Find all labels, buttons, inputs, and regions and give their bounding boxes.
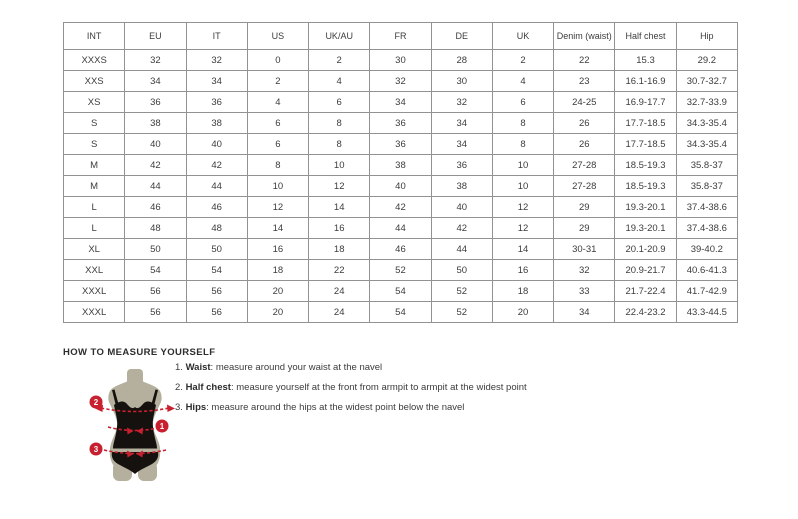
- table-cell: 14: [309, 197, 370, 218]
- table-cell: 2: [309, 50, 370, 71]
- table-cell: 6: [247, 113, 308, 134]
- measure-title: HOW TO MEASURE YOURSELF: [63, 347, 216, 358]
- table-cell: S: [64, 113, 125, 134]
- table-cell: 54: [186, 260, 247, 281]
- table-cell: 2: [492, 50, 553, 71]
- measure-section: [63, 347, 738, 519]
- table-cell: 38: [431, 176, 492, 197]
- chest-arrow-right: [167, 405, 175, 413]
- column-header: UK/AU: [309, 23, 370, 50]
- table-cell: 30: [370, 50, 431, 71]
- table-cell: M: [64, 155, 125, 176]
- table-cell: 26: [554, 113, 615, 134]
- table-cell: 46: [370, 239, 431, 260]
- table-cell: 16.1-16.9: [615, 71, 676, 92]
- table-cell: 27-28: [554, 155, 615, 176]
- badge-number: 3: [93, 445, 99, 454]
- column-header: US: [247, 23, 308, 50]
- table-cell: 34: [431, 134, 492, 155]
- table-cell: 16.9-17.7: [615, 92, 676, 113]
- table-cell: 42: [370, 197, 431, 218]
- table-cell: 16: [247, 239, 308, 260]
- table-cell: 50: [186, 239, 247, 260]
- table-cell: 12: [247, 197, 308, 218]
- table-cell: 42: [186, 155, 247, 176]
- table-cell: 43.3-44.5: [676, 302, 737, 323]
- table-cell: 56: [125, 302, 186, 323]
- table-cell: 8: [492, 113, 553, 134]
- table-cell: 8: [309, 134, 370, 155]
- table-cell: 35.8-37: [676, 176, 737, 197]
- table-row: [64, 197, 738, 218]
- table-cell: 44: [370, 218, 431, 239]
- table-cell: 50: [431, 260, 492, 281]
- table-cell: 24: [309, 281, 370, 302]
- table-cell: 10: [309, 155, 370, 176]
- table-cell: 14: [247, 218, 308, 239]
- table-cell: 17.7-18.5: [615, 134, 676, 155]
- table-cell: 18.5-19.3: [615, 155, 676, 176]
- column-header: Half chest: [615, 23, 676, 50]
- table-cell: 52: [431, 302, 492, 323]
- table-cell: 36: [431, 155, 492, 176]
- column-header: UK: [492, 23, 553, 50]
- table-cell: 34: [125, 71, 186, 92]
- size-chart-table: [63, 22, 738, 323]
- table-cell: XL: [64, 239, 125, 260]
- table-row: [64, 176, 738, 197]
- table-cell: 56: [186, 302, 247, 323]
- table-cell: 38: [186, 113, 247, 134]
- table-cell: 19.3-20.1: [615, 197, 676, 218]
- table-cell: L: [64, 218, 125, 239]
- table-cell: 52: [431, 281, 492, 302]
- table-row: [64, 218, 738, 239]
- table-cell: 35.8-37: [676, 155, 737, 176]
- table-cell: 54: [370, 302, 431, 323]
- table-cell: 0: [247, 50, 308, 71]
- table-cell: 46: [125, 197, 186, 218]
- table-cell: 21.7-22.4: [615, 281, 676, 302]
- table-cell: 17.7-18.5: [615, 113, 676, 134]
- table-cell: 4: [492, 71, 553, 92]
- table-cell: 38: [125, 113, 186, 134]
- table-cell: 20: [247, 281, 308, 302]
- table-row: [64, 155, 738, 176]
- table-cell: 44: [186, 176, 247, 197]
- table-cell: 32: [125, 50, 186, 71]
- table-cell: 23: [554, 71, 615, 92]
- table-cell: 19.3-20.1: [615, 218, 676, 239]
- table-cell: 6: [247, 134, 308, 155]
- table-row: [64, 134, 738, 155]
- badge-number: 1: [159, 422, 165, 431]
- table-cell: 30: [431, 71, 492, 92]
- table-cell: 8: [492, 134, 553, 155]
- table-cell: 29.2: [676, 50, 737, 71]
- table-cell: 48: [125, 218, 186, 239]
- column-header: Hip: [676, 23, 737, 50]
- table-cell: 54: [125, 260, 186, 281]
- table-cell: 32.7-33.9: [676, 92, 737, 113]
- table-header-row: [64, 23, 738, 50]
- table-cell: 20: [492, 302, 553, 323]
- table-cell: 20: [247, 302, 308, 323]
- camisole-top: [113, 401, 157, 448]
- step-text: : measure around the hips at the widest point below the navel: [206, 402, 465, 413]
- table-cell: 20.9-21.7: [615, 260, 676, 281]
- table-cell: 15.3: [615, 50, 676, 71]
- table-cell: 18: [492, 281, 553, 302]
- table-row: [64, 71, 738, 92]
- table-cell: 34.3-35.4: [676, 134, 737, 155]
- table-cell: 40: [431, 197, 492, 218]
- step-number: 2.: [175, 382, 186, 393]
- table-row: [64, 302, 738, 323]
- step-text: : measure around your waist at the navel: [210, 362, 383, 373]
- table-cell: 36: [370, 134, 431, 155]
- table-cell: 34: [554, 302, 615, 323]
- table-cell: 2: [247, 71, 308, 92]
- table-cell: 10: [247, 176, 308, 197]
- table-cell: XXS: [64, 71, 125, 92]
- table-cell: 42: [125, 155, 186, 176]
- table-row: [64, 92, 738, 113]
- table-cell: 34.3-35.4: [676, 113, 737, 134]
- mannequin-illustration: [80, 369, 190, 483]
- table-cell: 14: [492, 239, 553, 260]
- badge-number: 2: [93, 398, 99, 407]
- measurement-figure: [80, 369, 190, 483]
- table-cell: 40.6-41.3: [676, 260, 737, 281]
- table-cell: 32: [370, 71, 431, 92]
- table-cell: 16: [309, 218, 370, 239]
- table-cell: 39-40.2: [676, 239, 737, 260]
- measure-step: [175, 362, 527, 373]
- table-cell: 24: [309, 302, 370, 323]
- table-cell: 40: [125, 134, 186, 155]
- table-cell: 6: [492, 92, 553, 113]
- badge-waist: [156, 420, 169, 433]
- table-cell: 33: [554, 281, 615, 302]
- table-cell: 29: [554, 218, 615, 239]
- table-cell: 28: [431, 50, 492, 71]
- table-cell: 40: [370, 176, 431, 197]
- table-cell: 37.4-38.6: [676, 197, 737, 218]
- table-cell: L: [64, 197, 125, 218]
- step-number: 3.: [175, 402, 186, 413]
- table-row: [64, 281, 738, 302]
- table-cell: 44: [125, 176, 186, 197]
- table-cell: XXXL: [64, 281, 125, 302]
- table-cell: 22.4-23.2: [615, 302, 676, 323]
- table-cell: XXXL: [64, 302, 125, 323]
- table-cell: XS: [64, 92, 125, 113]
- table-cell: 36: [186, 92, 247, 113]
- table-cell: 6: [309, 92, 370, 113]
- table-cell: 50: [125, 239, 186, 260]
- table-cell: 12: [492, 218, 553, 239]
- table-cell: 48: [186, 218, 247, 239]
- table-cell: 29: [554, 197, 615, 218]
- table-cell: M: [64, 176, 125, 197]
- table-cell: 56: [186, 281, 247, 302]
- table-cell: 8: [309, 113, 370, 134]
- table-cell: 18: [247, 260, 308, 281]
- table-cell: 18: [309, 239, 370, 260]
- table-cell: 34: [370, 92, 431, 113]
- table-cell: 32: [431, 92, 492, 113]
- table-cell: 24-25: [554, 92, 615, 113]
- table-cell: 40: [186, 134, 247, 155]
- column-header: DE: [431, 23, 492, 50]
- step-number: 1.: [175, 362, 186, 373]
- table-cell: 54: [370, 281, 431, 302]
- table-cell: 34: [431, 113, 492, 134]
- table-cell: 12: [492, 197, 553, 218]
- table-cell: 32: [554, 260, 615, 281]
- measure-step: [175, 382, 527, 393]
- table-cell: 10: [492, 176, 553, 197]
- table-cell: 12: [309, 176, 370, 197]
- column-header: INT: [64, 23, 125, 50]
- table-cell: 44: [431, 239, 492, 260]
- table-row: [64, 239, 738, 260]
- step-label: Half chest: [185, 382, 231, 393]
- table-cell: 41.7-42.9: [676, 281, 737, 302]
- step-label: Waist: [185, 362, 211, 373]
- table-cell: 30.7-32.7: [676, 71, 737, 92]
- table-cell: 26: [554, 134, 615, 155]
- table-cell: 52: [370, 260, 431, 281]
- table-cell: 37.4-38.6: [676, 218, 737, 239]
- table-row: [64, 50, 738, 71]
- table-cell: 56: [125, 281, 186, 302]
- table-row: [64, 260, 738, 281]
- table-cell: 36: [370, 113, 431, 134]
- table-cell: 4: [247, 92, 308, 113]
- badge-hips: [90, 443, 103, 456]
- table-cell: 27-28: [554, 176, 615, 197]
- table-cell: 20.1-20.9: [615, 239, 676, 260]
- table-cell: S: [64, 134, 125, 155]
- table-cell: 22: [309, 260, 370, 281]
- step-label: Hips: [185, 402, 207, 413]
- table-cell: XXL: [64, 260, 125, 281]
- column-header: FR: [370, 23, 431, 50]
- table-cell: 46: [186, 197, 247, 218]
- table-row: [64, 113, 738, 134]
- table-cell: 36: [125, 92, 186, 113]
- column-header: Denim (waist): [554, 23, 615, 50]
- table-cell: 42: [431, 218, 492, 239]
- measure-step: [175, 402, 527, 413]
- table-cell: 32: [186, 50, 247, 71]
- table-cell: 34: [186, 71, 247, 92]
- table-body: [64, 50, 738, 323]
- table-cell: 8: [247, 155, 308, 176]
- table-cell: 10: [492, 155, 553, 176]
- table-cell: XXXS: [64, 50, 125, 71]
- table-cell: 18.5-19.3: [615, 176, 676, 197]
- measure-steps-list: [175, 362, 527, 422]
- table-cell: 16: [492, 260, 553, 281]
- table-cell: 30-31: [554, 239, 615, 260]
- step-text: : measure yourself at the front from armpit to armpit at the widest point: [230, 382, 527, 393]
- table-cell: 22: [554, 50, 615, 71]
- table-cell: 38: [370, 155, 431, 176]
- column-header: EU: [125, 23, 186, 50]
- column-header: IT: [186, 23, 247, 50]
- badge-half-chest: [90, 396, 103, 409]
- table-cell: 4: [309, 71, 370, 92]
